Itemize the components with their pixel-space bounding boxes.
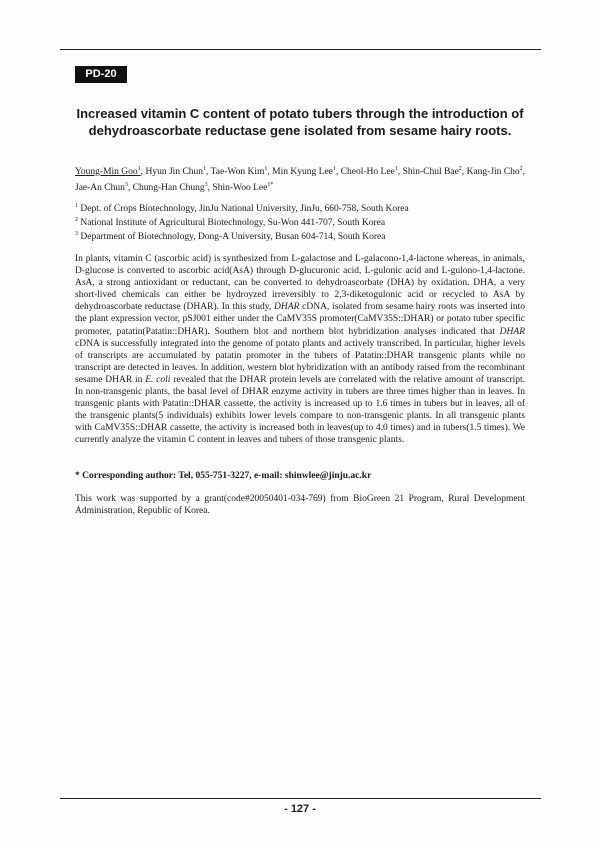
affiliation: $^2$ National Institute of Agricultural Biotechnology, Su-Won 441-707, South Korea (75, 216, 386, 228)
author-name: Hyun Jin Chun$^1$ (145, 165, 207, 177)
author-name: Jae-An Chun$^3$ (75, 181, 128, 193)
author-name: Kang-Jin Cho$^2$ (466, 165, 523, 177)
author-name: Cheol-Ho Lee$^1$ (340, 165, 398, 177)
acknowledgement: This work was supported by a grant(code#20050401-034-769) from BioGreen 21 Program, Rural Development Administration, Republic of Korea. (75, 494, 525, 516)
author-name: Tae-Won Kim$^1$ (210, 165, 268, 177)
presentation-code-badge: PD-20 (75, 66, 127, 83)
affiliation: $^3$ Department of Biotechnology, Dong-A University, Busan 604-714, South Korea (75, 230, 386, 242)
abstract-text: In plants, vitamin C (ascorbic acid) is synthesized from L-galactose and L-galacono-1,4-lactone whereas, in animals, D-glucose is converted to ascorbic acid(AsA) through D-glucuronic acid, L-gulonic acid and L-gulono-1,4-lactone. AsA, a strong antioxidant or reductant, can be converted to dehydroascorbate (DHA) by oxidation. DHA, a very short-lived chemicals can either be hydroyzed irreversibly to 2,3-diketogulonic acid or recycled to AsA by dehydroascorbate reductase (DHAR). In this study, DHAR cDNA, isolated from sesame hairy roots was inserted into the plant expression vector, pSJ001 either under the CaMV35S promoter(CaMV35S::DHAR) or potato tuber specific promoter, patatin(Patatin::DHAR). Southern blot and northern blot hybridization analyses indicated that DHAR cDNA is successfully integrated into the genome of potato plants and actively transcribed. In particular, higher levels of transcripts are accumulated by patatin promoter in the tubers of Patatin::DHAR transgenic plants while no transcript are detected in leaves. In addition, western blot hybridization with an antibody raised from the recombinant sesame DHAR in E. coli revealed that the DHAR protein levels are correlated with the relative amount of transcript. In non-transgenic plants, the basal level of DHAR enzyme activity in tubers are three times higher than in leaves. In transgenic plants with Patatin::DHAR cassette, the activity is increased up to 1.6 times in tubers but in leaves, all of the transgenic plants(5 individuals) exhibits lower levels compare to non-transgenic plants. In all transgenic plants with CaMV35S::DHAR cassette, the activity is increased both in leaves(up to 4.0 times) and in tubers(1.5 times). We currently analyze the vitamin C content in leaves and tubers of those transgenic plants. (75, 254, 525, 446)
author-list: Young-Min Goo$^1$, Hyun Jin Chun$^1$, Tae-Won Kim$^1$, Min Kyung Lee$^1$, Cheol-Ho Lee$^1$, Shin-Chul Bae$^2$, Kang-Jin Cho$^2$, Jae-An Chun$^3$, Chung-Han Chung$^3$, Shin-Woo Lee$^{1*}$ (75, 165, 526, 193)
author-name: Shin-Woo Lee$^{1*}$ (212, 181, 274, 193)
affiliation-list (75, 203, 525, 245)
author-name: Shin-Chul Bae$^2$ (402, 165, 462, 177)
author-name: Chung-Han Chung$^3$ (132, 181, 208, 193)
bottom-rule (60, 798, 541, 799)
top-rule (60, 49, 541, 50)
affiliation: $^1$ Dept. of Crops Biotechnology, JinJu National University, JinJu, 660-758, South Korea (75, 202, 409, 214)
author-name: Min Kyung Lee$^1$ (272, 165, 336, 177)
page-number: - 127 - (284, 803, 316, 815)
author-name: Young-Min Goo$^1$ (75, 165, 141, 177)
paper-title: Increased vitamin C content of potato tubers through the introduction of dehydroascorbate reductase gene isolated from sesame hairy roots. (76, 106, 524, 138)
corresponding-author: * Corresponding author: Tel, 055-751-3227, e-mail: shinwlee@jinju.ac.kr (75, 471, 372, 481)
